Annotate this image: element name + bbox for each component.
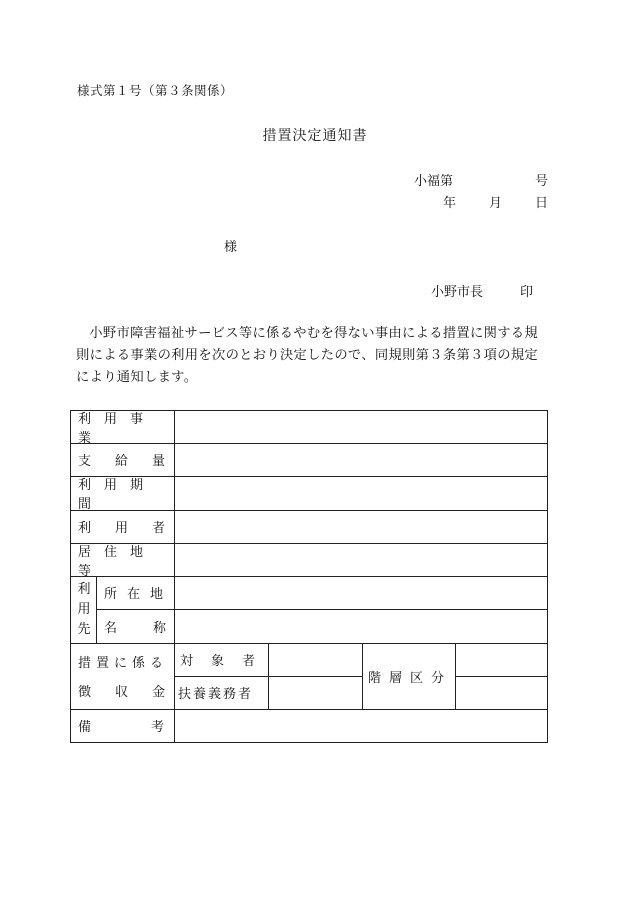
label-amount-text: 支給量 bbox=[78, 454, 190, 469]
field-residence[interactable] bbox=[175, 544, 547, 576]
label-fee-target bbox=[180, 643, 274, 676]
reference-number bbox=[414, 170, 548, 189]
label-amount bbox=[78, 443, 190, 476]
field-fee-guardian[interactable] bbox=[269, 677, 362, 709]
field-tier-guardian[interactable] bbox=[456, 677, 547, 709]
field-remarks[interactable] bbox=[175, 710, 547, 742]
field-service[interactable] bbox=[175, 411, 547, 443]
label-tier bbox=[368, 643, 453, 709]
label-fee-guardian bbox=[178, 676, 262, 709]
field-period[interactable] bbox=[175, 477, 547, 510]
label-provider-location-text: 所在地 bbox=[104, 587, 174, 602]
label-service-text: 利用事業 bbox=[78, 411, 157, 446]
label-provider-group bbox=[76, 580, 92, 640]
label-residence-text: 居住地等 bbox=[78, 544, 157, 579]
label-fee-line1-text: 措置に係る bbox=[78, 655, 169, 671]
addressee: 様 bbox=[224, 240, 238, 255]
label-provider-name-text: 名称 bbox=[104, 620, 203, 636]
date-year: 年 bbox=[443, 196, 457, 211]
label-provider-char-3: 先 bbox=[77, 622, 91, 637]
issuer-seal: 印 bbox=[519, 285, 533, 300]
label-fee-target-text: 対象者 bbox=[180, 654, 274, 669]
body-text: 小野市障害福祉サービス等に係るやむを得ない事由による措置に関する規則による事業の利用を次のとおり決定したので、同規則第３条第３項の規定により通知します。 bbox=[76, 326, 539, 385]
label-fee-line2 bbox=[78, 679, 190, 701]
date-day: 日 bbox=[534, 196, 548, 211]
label-remarks-text: 備考 bbox=[78, 720, 225, 735]
label-user-text: 利用者 bbox=[78, 521, 190, 536]
form-label: 様式第１号（第３条関係） bbox=[77, 83, 234, 98]
document-title: 措置決定通知書 bbox=[262, 128, 368, 144]
field-provider-name[interactable] bbox=[175, 610, 547, 643]
field-amount[interactable] bbox=[175, 444, 547, 476]
field-user[interactable] bbox=[175, 511, 547, 543]
issuer bbox=[431, 281, 533, 300]
label-fee-line2-text: 徴収金 bbox=[78, 684, 190, 700]
label-remarks bbox=[78, 709, 225, 742]
issuer-name: 小野市長 bbox=[431, 285, 484, 300]
label-service bbox=[78, 410, 166, 446]
field-tier-target[interactable] bbox=[456, 644, 547, 676]
label-provider-name bbox=[104, 609, 203, 643]
date-month: 月 bbox=[489, 196, 503, 211]
decision-table bbox=[70, 410, 548, 743]
label-fee-line1 bbox=[78, 650, 169, 672]
label-provider-char-1: 利 bbox=[77, 582, 91, 597]
label-provider-location bbox=[104, 576, 174, 609]
field-provider-location[interactable] bbox=[175, 577, 547, 609]
field-fee-target[interactable] bbox=[269, 644, 362, 676]
label-provider-char-2: 用 bbox=[77, 602, 91, 617]
label-period-text: 利用期間 bbox=[78, 478, 157, 512]
label-period bbox=[78, 476, 166, 510]
label-residence bbox=[78, 543, 166, 579]
label-fee-guardian-text: 扶養義務者 bbox=[178, 687, 254, 702]
label-user bbox=[78, 510, 190, 543]
reference-prefix: 小福第 bbox=[414, 174, 454, 189]
label-tier-text: 階層区分 bbox=[368, 670, 453, 686]
reference-suffix: 号 bbox=[534, 174, 548, 189]
